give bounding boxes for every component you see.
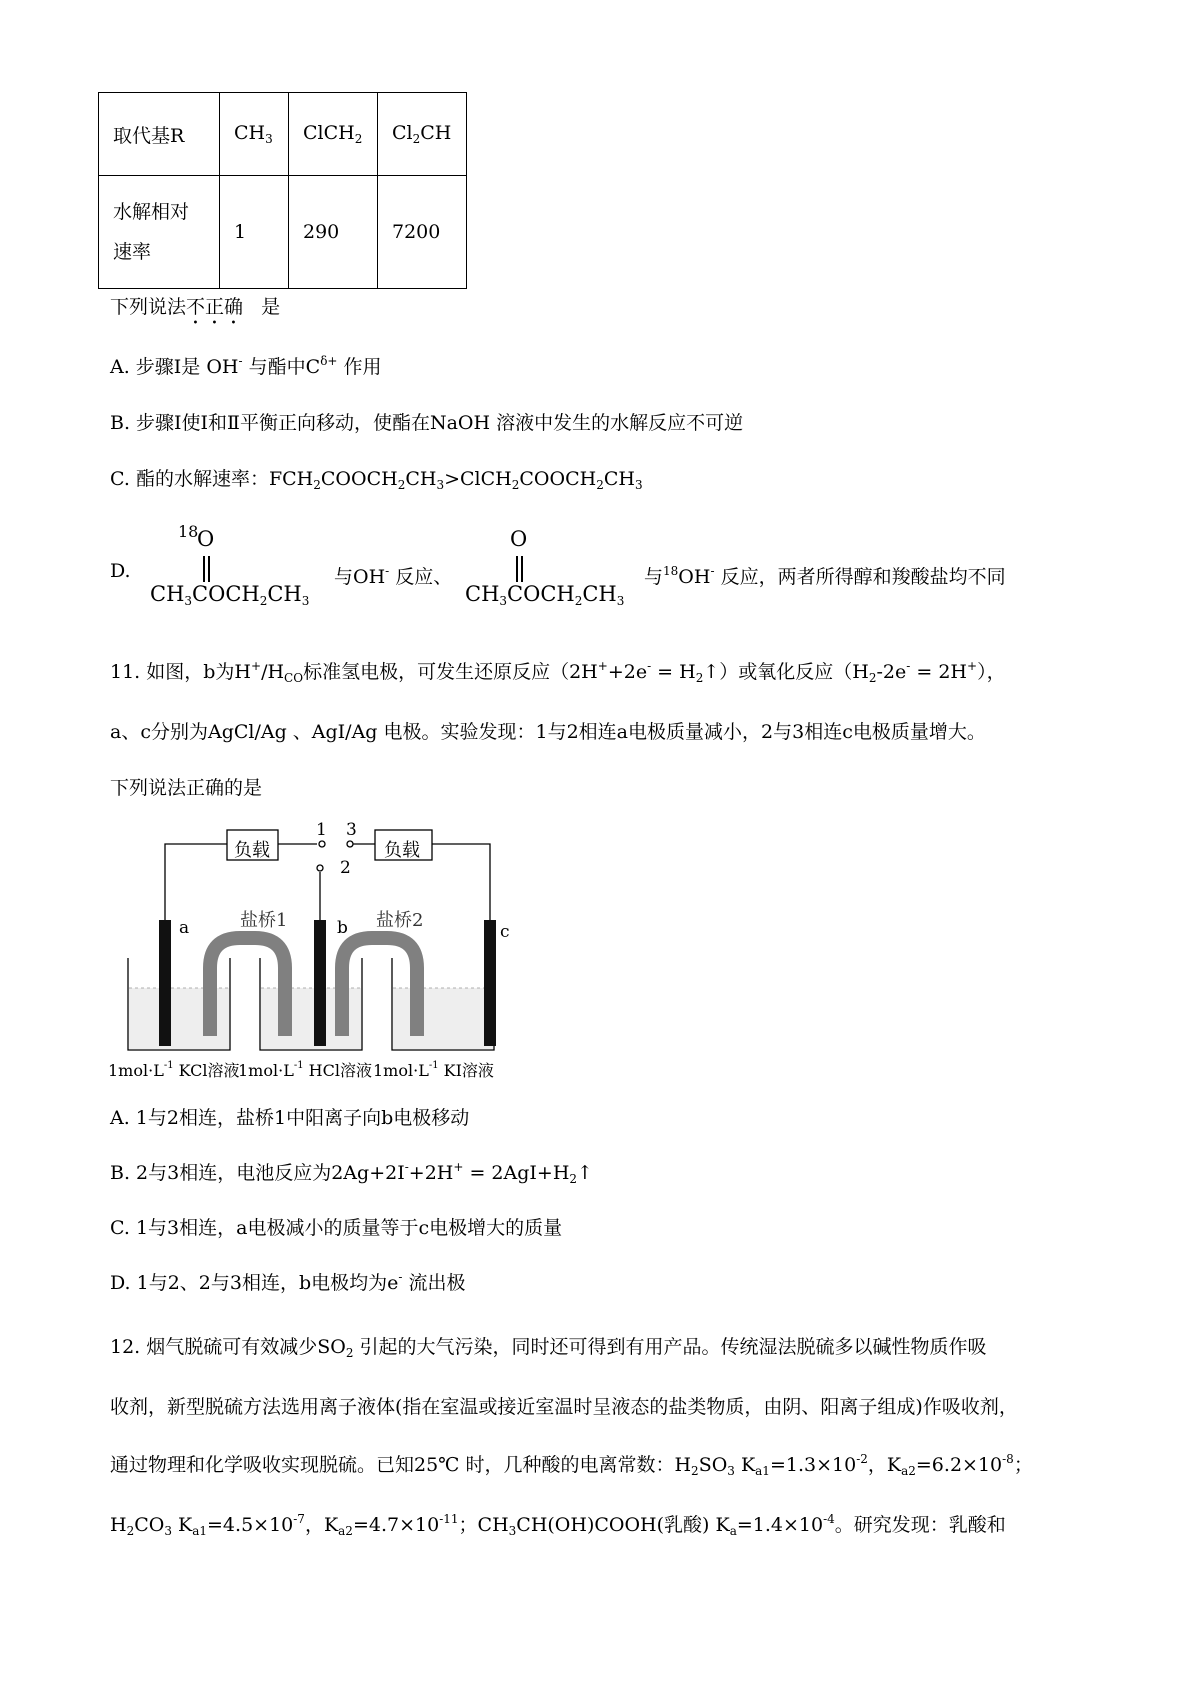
- double-bond-line: [516, 556, 518, 582]
- double-bond-line: [208, 556, 210, 582]
- ester-structure-2: $CH_3COCH_2CH_3$: [465, 582, 625, 608]
- table-header-clch2: ClCH$_2$: [289, 93, 378, 176]
- electrode-c: [484, 920, 496, 1046]
- wire-c: [432, 844, 490, 920]
- q12-line-4: $H_2CO_3$ $K_{a1}=4.5\times 10^{-7}$，$K_{a2}=4.7\times 10^{-11}$；$CH_3CH(OH)COOH$(乳酸) $K_a=1.4\times 10^{-4}$。研究发现：乳酸和: [110, 1512, 1006, 1538]
- electrochemistry-figure: [100, 820, 560, 1080]
- q11-option-a: A. 1与2相连，盐桥1中阳离子向b电极移动: [110, 1107, 470, 1129]
- electrode-c-label: c: [500, 922, 510, 942]
- salt-bridge-2-label: 盐桥2: [376, 910, 424, 931]
- electrode-b: [314, 920, 326, 1046]
- ester-structure-1: $CH_3COCH_2CH_3$: [150, 582, 310, 608]
- table-header-ch3: $CH_3$: [220, 93, 289, 176]
- table-header-row: [99, 93, 467, 176]
- q10-option-c: C. 酯的水解速率：$FCH_2COOCH_2CH_3>ClCH_2COOCH_2CH_3$: [110, 468, 643, 492]
- q10-option-d-mid: 与OH- 反应、: [334, 564, 453, 588]
- electrode-a: [159, 920, 171, 1046]
- table-cell: 7200: [378, 176, 467, 289]
- q11-option-d: D. 1与2、2与3相连，b电极均为e- 流出极: [110, 1270, 466, 1294]
- solution-ki: [393, 988, 493, 1049]
- table-header-cl2ch: $Cl_2CH$: [378, 93, 467, 176]
- q11-option-b: B. 2与3相连，电池反应为$2Ag+2I^-+2H^+ = 2AgI+H_2↑$: [110, 1160, 593, 1186]
- q12-line-1: 12. 烟气脱硫可有效减少$SO_2$ 引起的大气污染，同时还可得到有用产品。传统湿法脱硫多以碱性物质作吸: [110, 1336, 987, 1360]
- q12-line-2: 收剂，新型脱硫方法选用离子液体(指在室温或接近室温时呈液态的盐类物质，由阴、阳离子组成)作吸收剂，: [110, 1396, 1018, 1418]
- q10-option-b: B. 步骤Ⅰ使Ⅰ和Ⅱ平衡正向移动，使酯在NaOH 溶液中发生的水解反应不可逆: [110, 412, 744, 434]
- table-header-label: 取代基R: [99, 93, 220, 176]
- salt-bridge-1-label: 盐桥1: [240, 910, 288, 931]
- solution-hcl-label: $1mol\cdot L^{-1}$ HCl溶液: [238, 1060, 372, 1080]
- double-bond-line: [203, 556, 205, 582]
- q10-option-d-end: 与$^{18}$OH- 反应，两者所得醇和羧酸盐均不同: [644, 564, 1006, 588]
- terminal-1-label: 1: [316, 820, 327, 840]
- q10-option-d-label: D.: [110, 560, 131, 582]
- q12-line-3: 通过物理和化学吸收实现脱硫。已知25℃ 时，几种酸的电离常数：$H_2SO_3$ $K_{a1}=1.3\times 10^{-2}$，$K_{a2}=6.2\times 10^{-8}$；: [110, 1452, 1033, 1478]
- q11-line-1: 11. 如图，b为$H^+/H_{CO}$标准氢电极，可发生还原反应$(2H^++2e^- = H_2↑)$或氧化反应$(H_2-2e^- = 2H^+)$，: [110, 659, 1006, 685]
- q11-option-c: C. 1与3相连，a电极减小的质量等于c电极增大的质量: [110, 1217, 563, 1239]
- terminal-3: [347, 841, 353, 847]
- q11-line-2: a、c分别为AgCl/Ag 、AgI/Ag 电极。实验发现：1与2相连a电极质量减小，2与3相连c电极质量增大。: [110, 721, 986, 743]
- electrode-a-label: a: [179, 918, 190, 938]
- load-label-right: 负载: [384, 840, 420, 861]
- terminal-2: [317, 865, 323, 871]
- terminal-1: [319, 841, 325, 847]
- isotope-18-label: 18: [178, 522, 199, 541]
- double-bond-line: [521, 556, 523, 582]
- table-row-label: 水解相对速率: [99, 176, 220, 289]
- electrode-b-label: b: [337, 918, 348, 938]
- q11-line-3: 下列说法正确的是: [110, 777, 263, 799]
- solution-ki-label: $1mol\cdot L^{-1}$ KI溶液: [373, 1060, 494, 1080]
- terminal-2-label: 2: [340, 858, 351, 878]
- table-row: [99, 176, 467, 289]
- table-cell: 1: [220, 176, 289, 289]
- q10-option-a: A. 步骤Ⅰ是 OH- 与酯中$C^{\delta+}$ 作用: [110, 354, 382, 378]
- solution-kcl-label: $1mol\cdot L^{-1}$ KCl溶液: [108, 1060, 240, 1080]
- terminal-3-label: 3: [346, 820, 357, 840]
- carbonyl-oxygen: O: [510, 527, 528, 551]
- carbonyl-oxygen: O: [197, 527, 215, 551]
- substituent-rate-table: [98, 92, 467, 289]
- load-label-left: 负载: [234, 840, 270, 861]
- q10-stem: 下列说法不正确 是: [110, 296, 281, 318]
- table-cell: 290: [289, 176, 378, 289]
- wire-a: [165, 844, 227, 938]
